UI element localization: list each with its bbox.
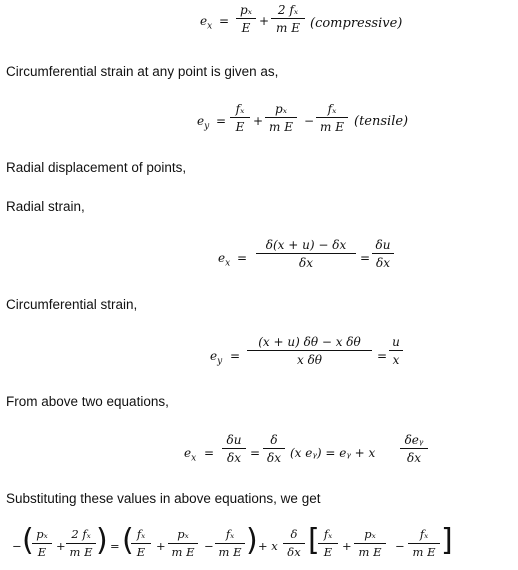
eq6-frac-g: δ δx [283, 529, 305, 558]
eq5-equals: = [204, 446, 215, 460]
eq3-lhs: $e_x$ [218, 251, 231, 269]
eq6-left-bracket: [ [308, 523, 320, 558]
eq1-frac1: pₓ E [236, 4, 256, 34]
eq2-frac2: pₓ m E [265, 103, 297, 133]
eq6-left-paren-2: ( [122, 523, 134, 558]
eq3-equals-2: = [360, 251, 371, 265]
text-line-5: From above two equations, [6, 394, 169, 409]
eq3-frac2: δu δx [372, 239, 394, 269]
eq6-plus-x: + x [258, 539, 278, 553]
eq6-frac-b: 2 fₓ m E [66, 529, 96, 558]
eq6-frac-h: fₓ E [318, 529, 338, 558]
eq6-frac-e: fₓ m E [215, 529, 245, 558]
eq4-equals-2: = [377, 349, 388, 363]
eq1-plus: + [259, 14, 270, 28]
eq6-frac-j: fₓ m E [408, 529, 440, 558]
eq3-frac1: δ(x + u) − δx δx [256, 239, 356, 269]
eq6-right-bracket: ] [441, 523, 453, 558]
eq6-minus-3: − [395, 539, 405, 553]
eq2-note: (tensile) [354, 114, 409, 129]
eq2-frac3: fₓ m E [316, 103, 348, 133]
eq6-left-paren-1: ( [22, 523, 34, 558]
text-line-1: Circumferential strain at any point is given as, [6, 64, 279, 79]
eq5-middle: (x eᵧ) = eᵧ + x [290, 446, 376, 460]
eq6-equals: = [110, 539, 120, 553]
eq5-equals-2: = [250, 446, 261, 460]
eq2-plus: + [253, 114, 264, 128]
text-line-4: Circumferential strain, [6, 297, 138, 312]
eq1-equals: = [219, 14, 230, 28]
eq5-frac1: δu δx [222, 434, 246, 464]
eq1-frac2: 2 fₓ m E [271, 4, 305, 34]
eq2-frac1: fₓ E [230, 103, 250, 133]
eq1-note: (compressive) [310, 16, 403, 31]
eq4-frac2: u x [389, 336, 403, 366]
eq3-equals: = [237, 251, 248, 265]
eq6-plus-1: + [56, 539, 66, 553]
eq6-frac-d: pₓ m E [168, 529, 198, 558]
eq5-frac3: δeᵧ δx [400, 434, 428, 464]
eq2-equals: = [216, 114, 227, 128]
eq6-minus-2: − [204, 539, 214, 553]
eq6-plus-3: + [342, 539, 352, 553]
eq5-frac2: δ δx [263, 434, 285, 464]
eq6-frac-c: fₓ E [131, 529, 151, 558]
eq6-frac-i: pₓ m E [354, 529, 386, 558]
eq2-lhs: $e_y$ [197, 114, 210, 132]
eq6-frac-a: pₓ E [32, 529, 52, 558]
eq4-lhs: $e_y$ [210, 349, 223, 367]
eq2-minus: − [304, 114, 315, 128]
eq1-lhs: $e_x$ [200, 14, 213, 32]
eq6-right-paren-1: ) [96, 523, 108, 558]
text-line-2: Radial displacement of points, [6, 160, 187, 175]
eq6-plus-2: + [156, 539, 166, 553]
eq6-right-paren-2: ) [246, 523, 258, 558]
eq4-equals: = [230, 349, 241, 363]
text-line-3: Radial strain, [6, 199, 85, 214]
text-line-6: Substituting these values in above equations, we get [6, 491, 321, 506]
eq4-frac1: (x + u) δθ − x δθ x δθ [247, 336, 372, 366]
eq6-minus: − [12, 539, 22, 553]
eq5-lhs: $e_x$ [184, 446, 197, 464]
